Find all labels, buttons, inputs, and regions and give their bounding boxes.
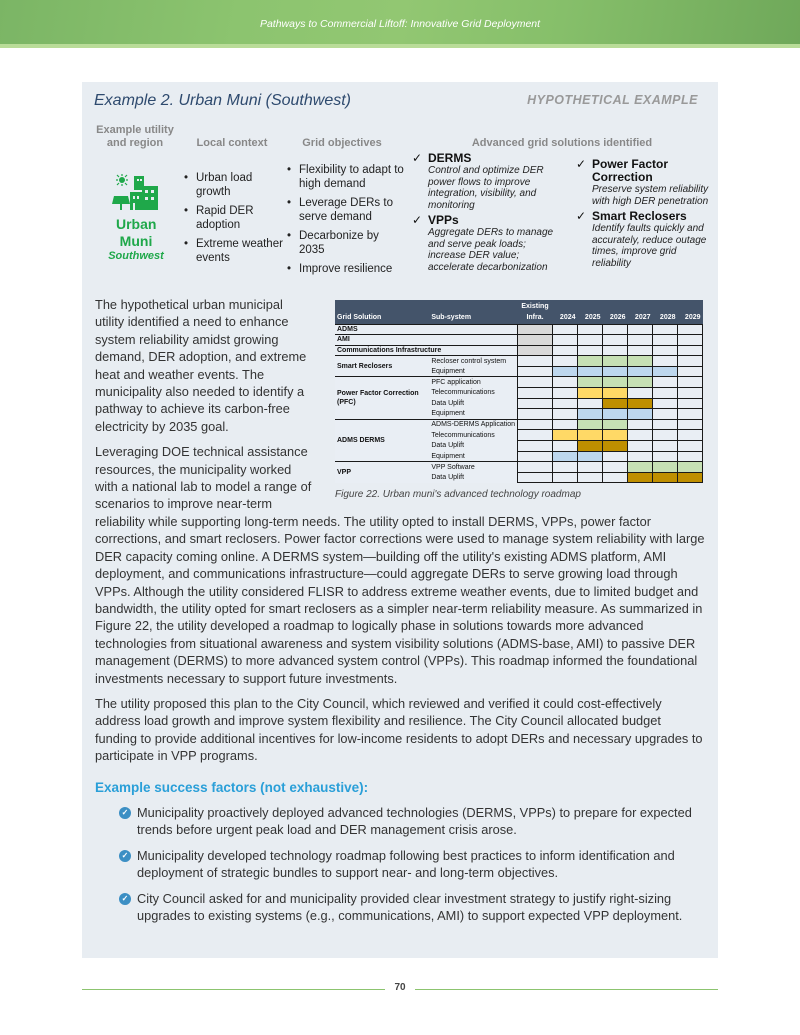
roadmap-figure [335, 300, 705, 501]
year-cell [553, 441, 578, 452]
year-cell [678, 398, 703, 409]
year-cell [653, 388, 678, 399]
year-cell [678, 377, 703, 388]
context-item: • Extreme weather events [184, 238, 284, 265]
year-cell [553, 398, 578, 409]
year-cell [628, 366, 653, 377]
existing-header-2: Infra. [518, 312, 553, 324]
check-circle-icon: ✓ [119, 807, 131, 819]
year-cell [678, 472, 703, 483]
grid-solution-header: Grid Solution [335, 312, 429, 324]
year-cell [653, 451, 678, 462]
solution-name: ✓ VPPs [412, 214, 564, 227]
year-cell [603, 451, 628, 462]
year-cell [653, 409, 678, 420]
year-cell [653, 335, 678, 346]
sub-system-label: Equipment [429, 409, 517, 420]
objective-item: • Decarbonize by 2035 [287, 230, 407, 257]
year-cell [678, 356, 703, 367]
year-cell [653, 366, 678, 377]
year-cell [578, 430, 603, 441]
existing-infra-cell [518, 335, 553, 346]
year-cell [653, 377, 678, 388]
year-cell [553, 335, 578, 346]
year-cell [578, 388, 603, 399]
year-cell [578, 419, 603, 430]
existing-header-1: Existing [518, 300, 553, 312]
utility-name: Urban Muni [116, 216, 157, 249]
success-factors-list [95, 804, 705, 924]
year-cell [628, 356, 653, 367]
year-cell [603, 462, 628, 473]
existing-infra-cell [518, 409, 553, 420]
paragraph: The hypothetical urban municipal utility identified a need to enhance system reliability amidst growing demand, DER adoption, and extreme heat and weather events. The municipality also needed to identify a pathway to achieve its carbon-free electricity by 2035 goal. [95, 297, 307, 434]
year-cell [578, 472, 603, 483]
year-cell [653, 356, 678, 367]
year-cell [678, 430, 703, 441]
success-factor-item [119, 804, 705, 839]
solution-desc: Identify faults quickly and accurately, reduce outage times, improve grid reliability [592, 223, 707, 269]
year-cell [553, 345, 578, 356]
year-cell [678, 451, 703, 462]
context-list [184, 172, 284, 271]
roadmap-row [335, 462, 703, 473]
sub-system-label: Data Uplift [429, 472, 517, 483]
grid-solution-label: Power Factor Correction (PFC) [335, 377, 429, 419]
page-number: 70 [385, 982, 415, 993]
objective-item: • Leverage DERs to serve demand [287, 197, 407, 224]
year-cell [578, 377, 603, 388]
year-cell [578, 356, 603, 367]
grid-solution-label: ADMS DERMS [335, 419, 429, 461]
year-cell [553, 451, 578, 462]
page-banner [0, 0, 800, 48]
existing-infra-cell [518, 345, 553, 356]
year-header: 2026 [603, 312, 628, 324]
success-factors-heading: Example success factors (not exhaustive): [95, 779, 369, 795]
year-cell [578, 441, 603, 452]
sub-system-label: Telecommunications [429, 430, 517, 441]
year-cell [678, 366, 703, 377]
year-cell [553, 430, 578, 441]
year-header: 2025 [578, 312, 603, 324]
year-cell [553, 462, 578, 473]
roadmap-row [335, 419, 703, 430]
roadmap-row [335, 324, 703, 335]
roadmap-row [335, 356, 703, 367]
year-cell [628, 451, 653, 462]
year-cell [603, 441, 628, 452]
existing-infra-cell [518, 430, 553, 441]
example-title: Example 2. Urban Muni (Southwest) [94, 92, 351, 109]
year-cell [653, 345, 678, 356]
sub-system-label: Telecommunications [429, 388, 517, 399]
existing-infra-cell [518, 451, 553, 462]
existing-infra-cell [518, 324, 553, 335]
year-cell [603, 377, 628, 388]
existing-infra-cell [518, 366, 553, 377]
year-cell [578, 345, 603, 356]
grid-solution-label: Communications Infrastructure [335, 345, 518, 356]
year-cell [578, 366, 603, 377]
year-cell [628, 441, 653, 452]
year-cell [628, 377, 653, 388]
year-header: 2027 [628, 312, 653, 324]
existing-infra-cell [518, 472, 553, 483]
year-cell [603, 356, 628, 367]
solution-desc: Control and optimize DER power flows to improve integration, visibility, and monitoring [428, 165, 544, 211]
year-cell [628, 345, 653, 356]
success-factor-text: City Council asked for and municipality provided clear investment strategy to justify right-sizing upgrades to existing systems (e.g., communications, AMI) to support expected VPP deployment. [137, 890, 683, 923]
year-cell [553, 366, 578, 377]
year-cell [603, 335, 628, 346]
year-cell [553, 356, 578, 367]
sub-system-label: Recloser control system [429, 356, 517, 367]
year-cell [603, 409, 628, 420]
roadmap-row [335, 377, 703, 388]
year-cell [653, 430, 678, 441]
sub-system-label: ADMS-DERMS Application [429, 419, 517, 430]
year-cell [628, 388, 653, 399]
city-solar-icon [112, 174, 160, 212]
year-cell [603, 472, 628, 483]
year-cell [628, 324, 653, 335]
sub-system-label: Data Uplift [429, 441, 517, 452]
year-cell [603, 345, 628, 356]
year-cell [653, 462, 678, 473]
existing-infra-cell [518, 398, 553, 409]
check-circle-icon: ✓ [119, 893, 131, 905]
year-cell [653, 324, 678, 335]
solution-name: ✓ Smart Reclosers [576, 210, 712, 223]
col-context-header: Local context [196, 137, 268, 149]
year-cell [578, 462, 603, 473]
year-cell [578, 451, 603, 462]
existing-infra-cell [518, 462, 553, 473]
year-cell [653, 419, 678, 430]
sub-system-label: Data Uplift [429, 398, 517, 409]
solutions-col-2 [576, 158, 712, 272]
year-cell [678, 441, 703, 452]
year-cell [628, 430, 653, 441]
year-cell [678, 388, 703, 399]
solution-desc: Preserve system reliability with high DER penetration [592, 184, 709, 207]
year-cell [678, 324, 703, 335]
success-factor-text: Municipality developed technology roadmap following best practices to inform identification and deployment of strategic bundles to support near- and long-term objectives. [137, 847, 675, 881]
hypothetical-tag: HYPOTHETICAL EXAMPLE [527, 93, 698, 107]
year-cell [578, 324, 603, 335]
year-cell [678, 345, 703, 356]
year-cell [578, 335, 603, 346]
year-cell [603, 398, 628, 409]
sub-system-label: Equipment [429, 366, 517, 377]
year-cell [678, 462, 703, 473]
year-cell [553, 472, 578, 483]
objective-item: • Improve resilience [287, 263, 407, 277]
year-cell [603, 430, 628, 441]
existing-infra-cell [518, 377, 553, 388]
roadmap-table [335, 300, 703, 483]
year-cell [578, 398, 603, 409]
year-cell [628, 335, 653, 346]
col-utility-header: Example utility and region [96, 124, 174, 149]
year-header: 2029 [678, 312, 703, 324]
solution-name: ✓ DERMS [412, 152, 564, 165]
grid-solution-label: AMI [335, 335, 518, 346]
success-factor-text: Municipality proactively deployed advanced technologies (DERMS, VPPs) to prepare for expected trends before urgent peak load and DER management crisis arose. [137, 804, 692, 838]
year-cell [578, 409, 603, 420]
year-cell [678, 335, 703, 346]
year-cell [653, 472, 678, 483]
solutions-col-1 [412, 152, 564, 276]
year-header: 2028 [653, 312, 678, 324]
year-cell [678, 409, 703, 420]
year-cell [553, 419, 578, 430]
year-cell [628, 398, 653, 409]
year-cell [678, 419, 703, 430]
sub-system-label: PFC application [429, 377, 517, 388]
year-header: 2024 [553, 312, 578, 324]
sub-system-label: VPP Software [429, 462, 517, 473]
success-factor-item [119, 890, 705, 925]
paragraph: Leveraging DOE technical assistance resources, the municipality worked with a national lab to model a range of scenarios to improve near-term reliability while supporting long-term needs. The utility opted to install DERMS, VPPs, power factor corrections, and smart reclosers. Power factor corrections were used to manage system reliability with large DER capacity coming online. A DERMS system—building off the utility's existing ADMS platform, AMI deployment, and communications infrastructure—could aggregate DERs to serve growing load through VPPs. Although the utility considered FLISR to address extreme weather events, due to limited budget and bandwidth, the utility opted for smart reclosers as a simpler near-term reliability measure. As summarized in Figure 22, the utility developed a roadmap to logically phase in solutions towards more advanced technologies from situational awareness and system visibility solutions (ADMS-base, AMI) to passive DER management (DERMS) to more advanced system control (VPPs). This roadmap informed the foundational investments necessary to support future investments. [95, 444, 705, 686]
year-cell [628, 409, 653, 420]
utility-region: Southwest [108, 250, 164, 262]
year-cell [628, 462, 653, 473]
roadmap-row [335, 345, 703, 356]
col-solutions-header: Advanced grid solutions identified [471, 137, 653, 149]
sub-system-header: Sub-system [429, 312, 517, 324]
year-cell [553, 377, 578, 388]
year-cell [628, 472, 653, 483]
context-item: • Urban load growth [184, 172, 284, 199]
paragraph: The utility proposed this plan to the City Council, which reviewed and verified it could cost-effectively address load growth and improve system flexibility and resilience. The City Council allocated budget funding to provide additional incentives for low-income residents to adopt DERs and necessary upgrades to participate in VPP programs. [95, 695, 703, 764]
year-cell [603, 324, 628, 335]
grid-solution-label: Smart Reclosers [335, 356, 429, 377]
year-cell [628, 419, 653, 430]
col-objectives-header: Grid objectives [302, 137, 382, 149]
roadmap-row [335, 335, 703, 346]
existing-infra-cell [518, 356, 553, 367]
year-cell [553, 324, 578, 335]
existing-infra-cell [518, 441, 553, 452]
success-factor-item [119, 847, 705, 882]
check-circle-icon: ✓ [119, 850, 131, 862]
year-cell [553, 388, 578, 399]
banner-title: Pathways to Commercial Liftoff: Innovative Grid Deployment [259, 18, 541, 30]
year-cell [603, 419, 628, 430]
objectives-list [287, 164, 407, 283]
year-cell [653, 398, 678, 409]
solution-name: ✓ Power Factor Correction [576, 158, 712, 184]
utility-block [96, 174, 176, 263]
sub-system-label: Equipment [429, 451, 517, 462]
year-cell [603, 388, 628, 399]
grid-solution-label: VPP [335, 462, 429, 483]
example-panel [82, 82, 718, 958]
year-cell [653, 441, 678, 452]
figure-caption: Figure 22. Urban muni's advanced technology roadmap [335, 489, 581, 501]
context-item: • Rapid DER adoption [184, 205, 284, 232]
solution-desc: Aggregate DERs to manage and serve peak loads; increase DER value; accelerate decarbonization [428, 227, 554, 273]
body-text [95, 296, 705, 932]
objective-item: • Flexibility to adapt to high demand [287, 164, 407, 191]
existing-infra-cell [518, 419, 553, 430]
existing-infra-cell [518, 388, 553, 399]
year-cell [603, 366, 628, 377]
grid-solution-label: ADMS [335, 324, 518, 335]
year-cell [553, 409, 578, 420]
